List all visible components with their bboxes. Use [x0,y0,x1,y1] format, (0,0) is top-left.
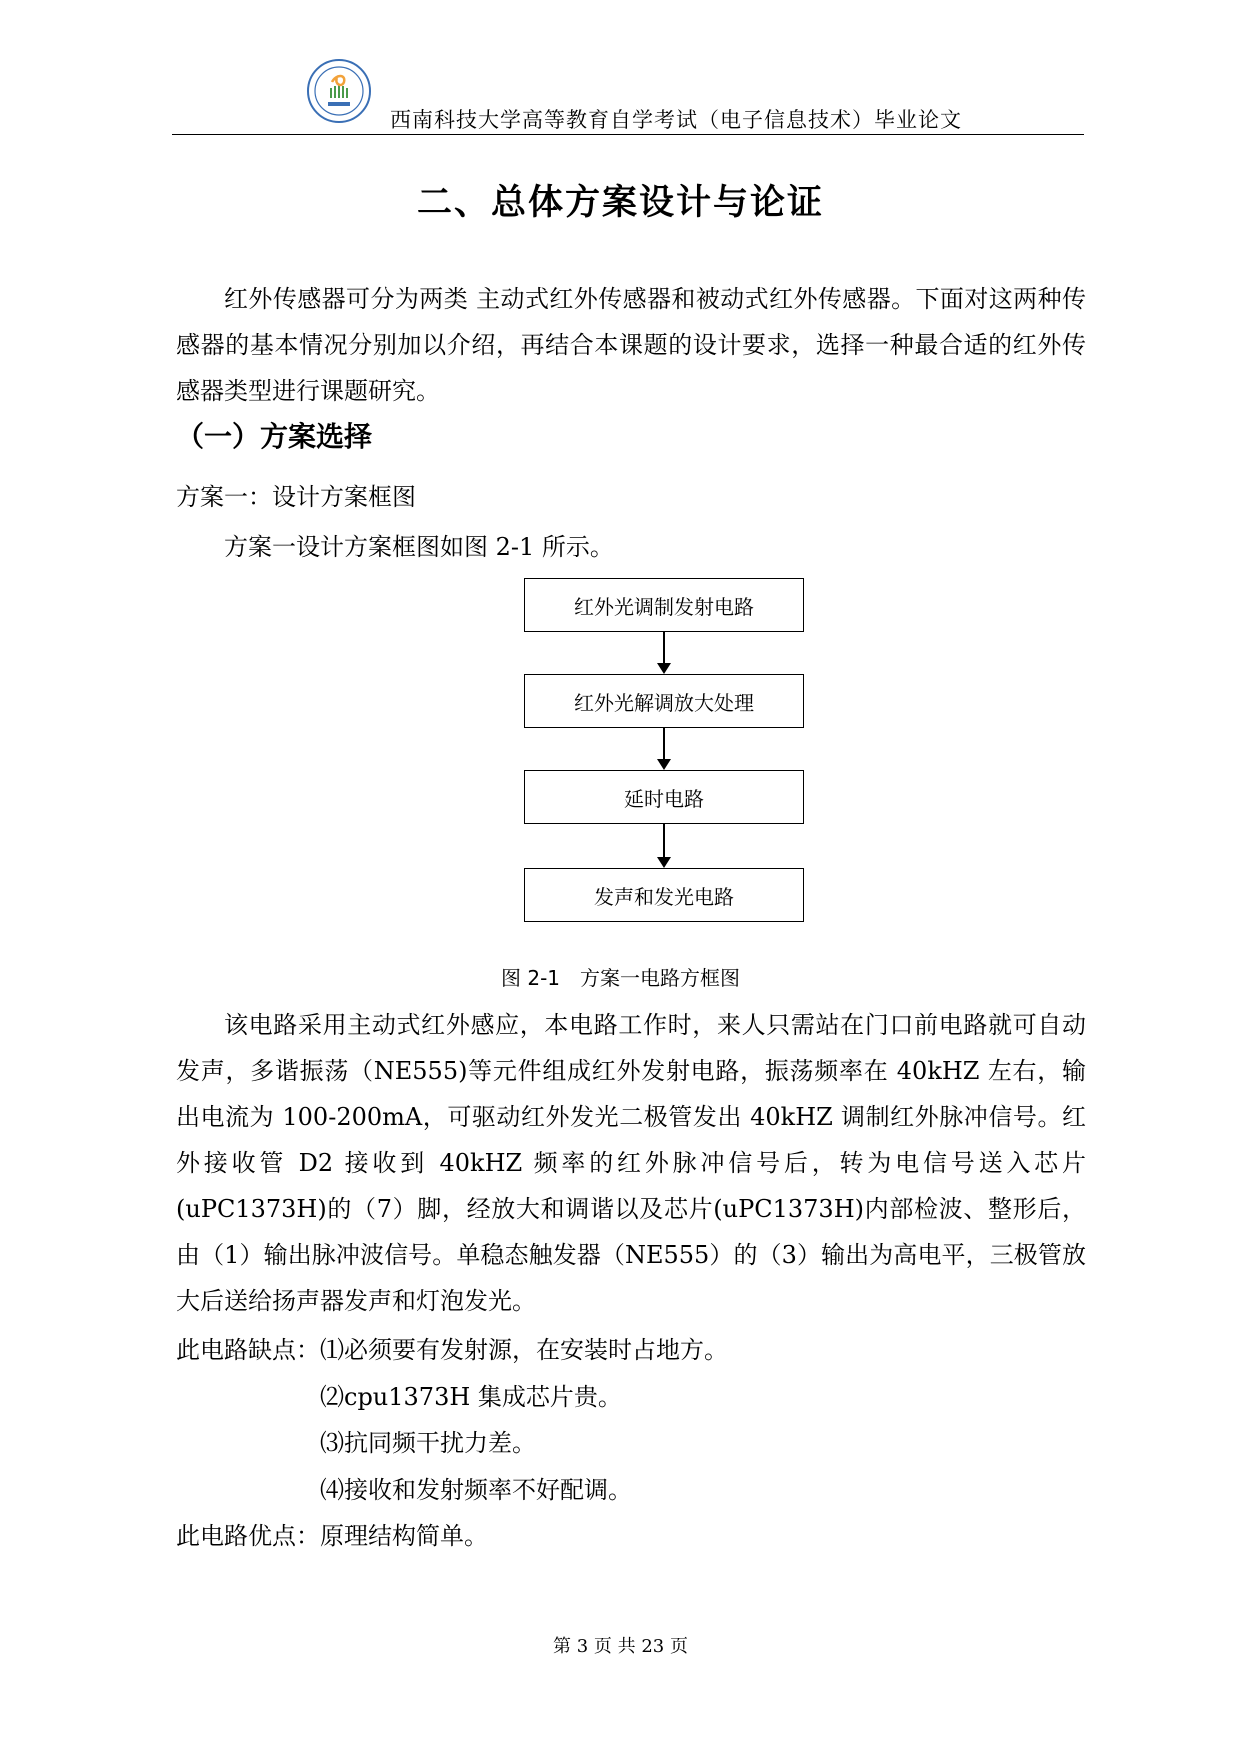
flowchart-arrow [663,632,665,672]
flowchart-arrow [663,728,665,768]
disadvantage-item: ⑵cpu1373H 集成芯片贵。 [320,1383,622,1411]
flowchart-box: 红外光解调放大处理 [524,674,804,728]
figure-caption: 图 2-1 方案一电路方框图 [500,966,741,990]
disadvantage-item: ⑷接收和发射频率不好配调。 [320,1476,632,1504]
disadvantage-item: ⑴必须要有发射源，在安装时占地方。 [320,1336,728,1364]
disadvantage-item: ⑶抗同频干扰力差。 [320,1429,536,1457]
flowchart-box: 红外光调制发射电路 [524,578,804,632]
section-heading: （一）方案选择 [176,420,373,453]
disadvantages-label: 此电路缺点： [176,1336,320,1364]
body-paragraph: 该电路采用主动式红外感应，本电路工作时，来人只需站在门口前电路就可自动发声，多谐振荡（NE555)等元件组成红外发射电路，振荡频率在 40kHZ 左右，输出电流为 100-200mA，可驱动红外发光二极管发出 40kHZ 调制红外脉冲信号。红外接收管 D2 接收到 40kHZ 频率的红外脉冲信号后，转为电信号送入芯片(uPC1373H)的（7）脚，经放大和调谐以及芯片(uPC1373H)内部检波、整形后，由（1）输出脉冲波信号。单稳态触发器（NE555）的（3）输出为高电平，三极管放大后送给扬声器发声和灯泡发光。 [176,1011,1086,1315]
intro-paragraph: 红外传感器可分为两类 主动式红外传感器和被动式红外传感器。下面对这两种传感器的基本情况分别加以介绍，再结合本课题的设计要求，选择一种最合适的红外传感器类型进行课题研究。 [176,285,1086,405]
flowchart-box: 延时电路 [524,770,804,824]
advantages-label: 此电路优点： [176,1522,320,1550]
advantages-text: 原理结构简单。 [320,1522,488,1550]
university-seal-icon [306,58,372,124]
header-title: 西南科技大学高等教育自学考试（电子信息技术）毕业论文 [390,108,962,132]
flowchart-box: 发声和发光电路 [524,868,804,922]
chapter-title: 二、总体方案设计与论证 [416,183,824,223]
scheme-intro: 方案一设计方案框图如图 2-1 所示。 [224,533,614,561]
header-rule [172,134,1084,135]
flowchart-arrow [663,824,665,866]
page-number: 第 3 页 共 23 页 [553,1636,688,1657]
scheme-label: 方案一：设计方案框图 [176,483,416,511]
flowchart [470,575,820,930]
